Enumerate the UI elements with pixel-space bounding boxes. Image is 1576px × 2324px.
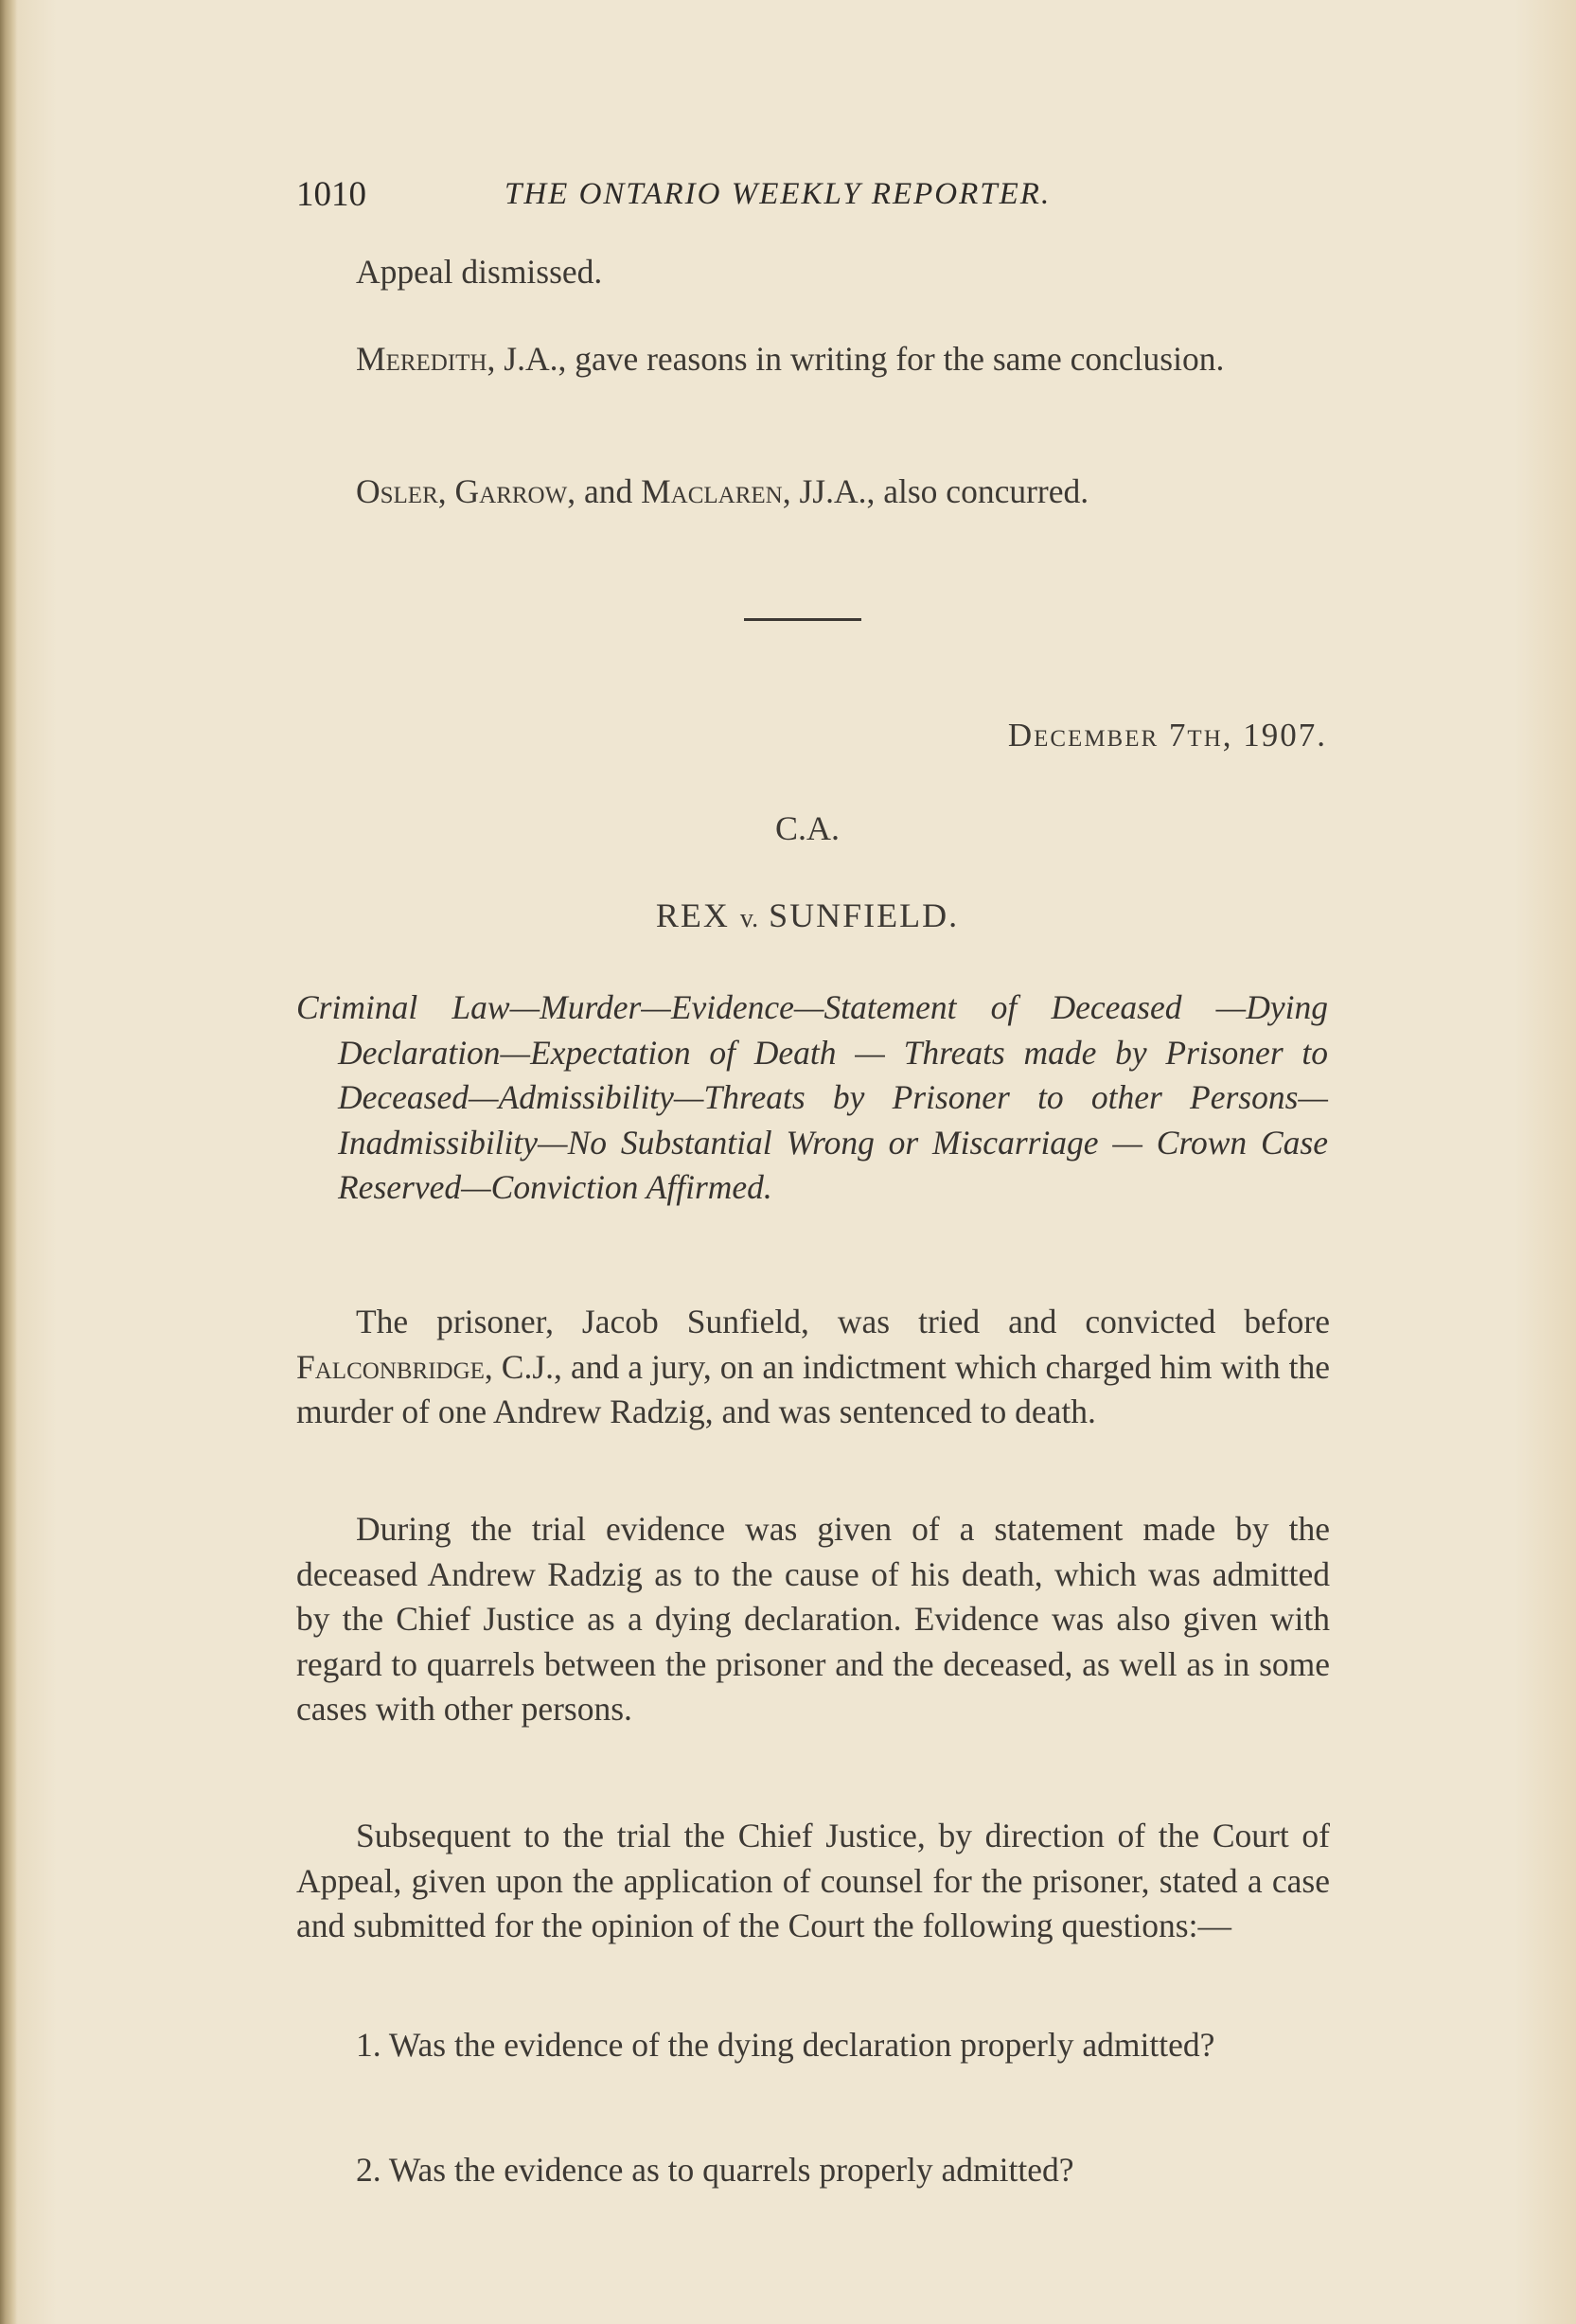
case-title-rex: REX [655,896,740,934]
case-title-versus: v. [739,904,759,933]
concurrence-text: , JJ.A., also concurred. [782,472,1089,510]
facts-paragraph [296,1300,1330,1435]
case-title [0,896,1576,935]
separator-text: , and [567,472,642,510]
question-2: 2. Was the evidence as to quarrels properly admitted? [356,2151,1074,2189]
judge-name-falconbridge: Falconbridge [296,1347,485,1386]
page-number: 1010 [296,175,366,214]
stated-case-paragraph: Subsequent to the trial the Chief Justice, by direction of the Court of Appeal, given upon the application of counsel for the prisoner, stated a case and submitted for the opinion of the Court the following questions:— [296,1817,1330,1944]
judgment-date: December 7th, 1907. [1007,717,1327,754]
section-divider-rule [744,618,861,621]
headnote: Criminal Law—Murder—Evidence—Statement of Deceased —Dying Declaration—Expectation of Death — Threats made by Prisoner to Deceased—Admissibility—Threats by Prisoner to other Persons—Inadmissibility—No Substantial Wrong or Miscarriage — Crown Case Reserved—Conviction Affirmed. [296,988,1328,1206]
case-title-sunfield: SUNFIELD. [758,896,960,934]
meredith-reasons-text: , J.A., gave reasons in writing for the same conclusion. [487,340,1225,378]
meredith-reasons-paragraph [296,337,1330,382]
question-1: 1. Was the evidence of the dying declaration properly admitted? [356,2026,1215,2064]
trial-evidence-paragraph: During the trial evidence was given of a statement made by the deceased Andrew Radzig as to the cause of his death, which was admitted by the Chief Justice as a dying declaration. Evidence was also given with regard to quarrels between the prisoner and the deceased, as well as in some cases with other persons. [296,1510,1330,1728]
page-binding-shadow [0,0,17,2324]
judge-name-osler: Osler [356,472,438,510]
journal-title: THE ONTARIO WEEKLY REPORTER. [505,177,1052,211]
appeal-dismissed: Appeal dismissed. [356,253,603,291]
concurrence-paragraph [296,470,1330,515]
facts-text-b: , C.J., and a jury, on an indictment which charged him with the murder of one Andrew Radzig, and was sentenced to death. [296,1347,1330,1430]
court-designation: C.A. [774,809,840,847]
separator-text: , [437,472,455,510]
judge-name-maclaren: Maclaren [641,472,783,510]
judge-name-garrow: Garrow [454,472,568,510]
facts-text-a: The prisoner, Jacob Sunfield, was tried and convicted before [356,1303,1330,1340]
judge-name-meredith: Meredith [356,340,487,378]
